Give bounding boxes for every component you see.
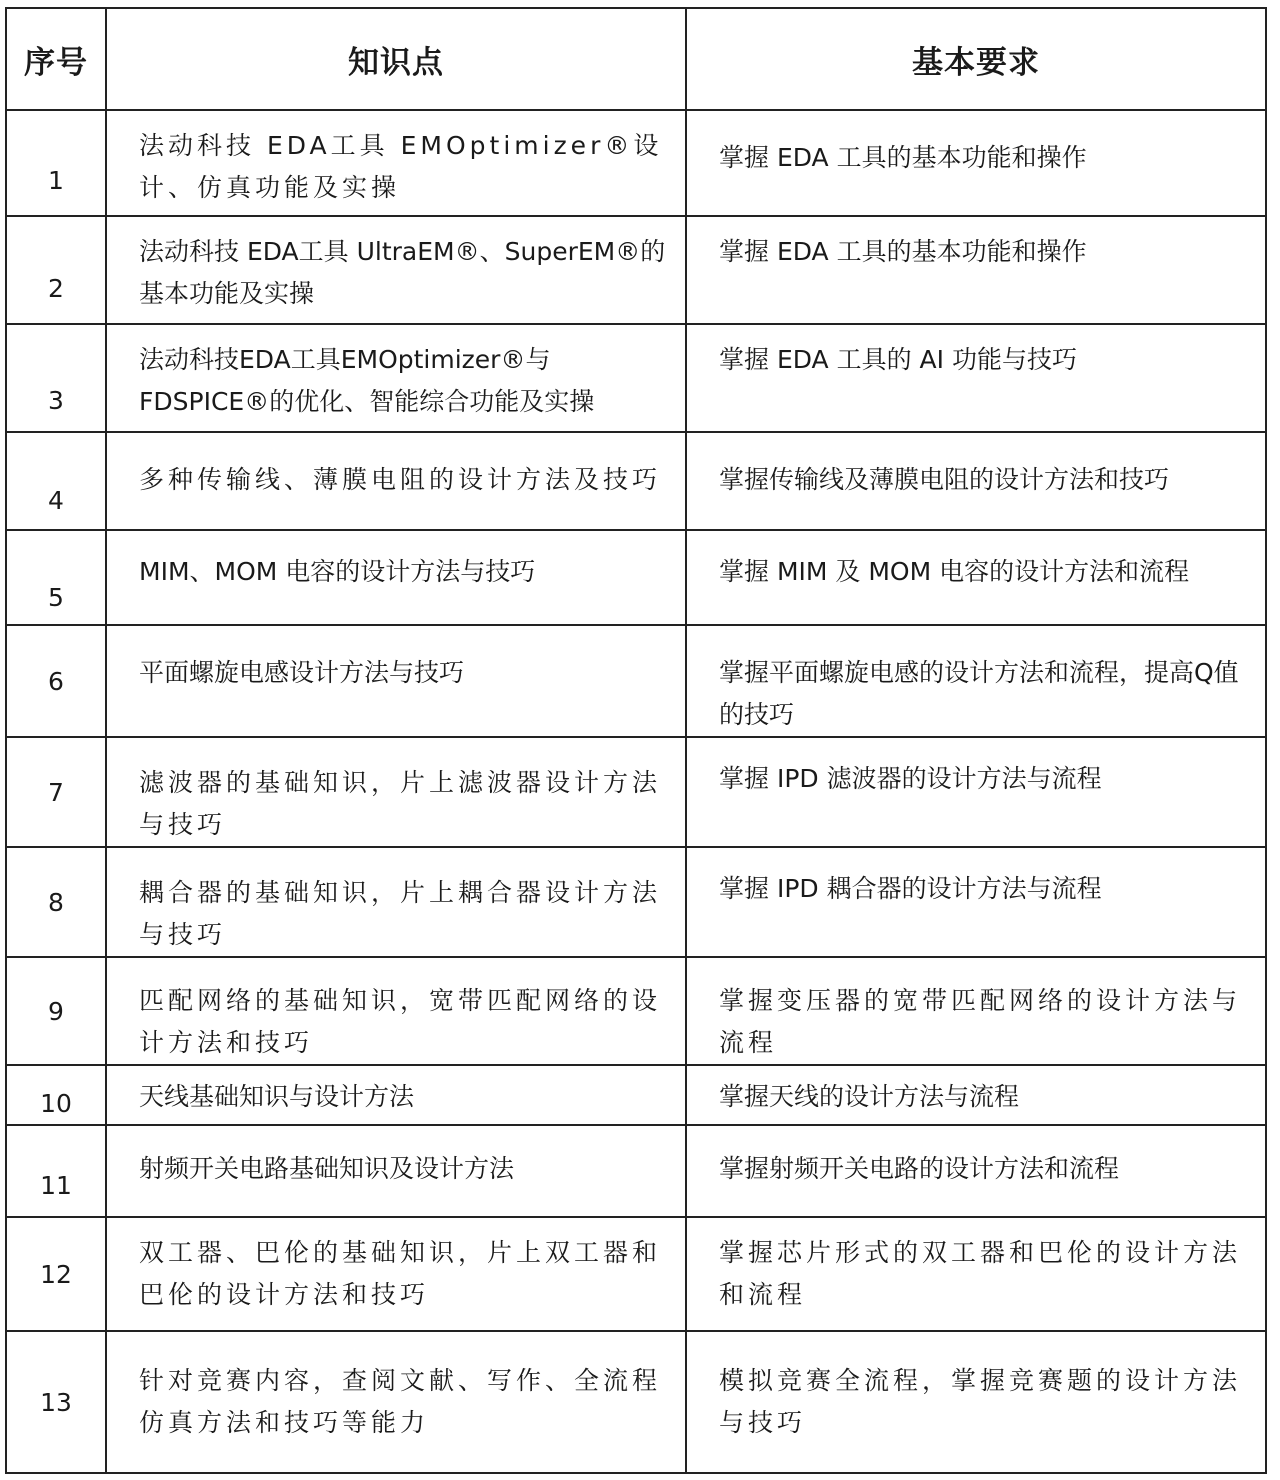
table-row [6, 110, 1266, 216]
row-knowledge: 射频开关电路基础知识及设计方法 [106, 1125, 686, 1217]
table-row [6, 847, 1266, 957]
row-index: 6 [6, 625, 106, 737]
row-knowledge: 法动科技 EDA工具 EMOptimizer®设计、仿真功能及实操 [106, 110, 686, 216]
table-row [6, 1331, 1266, 1473]
row-requirement: 掌握平面螺旋电感的设计方法和流程，提高Q值的技巧 [686, 625, 1266, 737]
table-row [6, 432, 1266, 530]
row-index: 8 [6, 847, 106, 957]
page-container [5, 7, 1265, 1474]
row-requirement: 模拟竞赛全流程，掌握竞赛题的设计方法与技巧 [686, 1331, 1266, 1473]
row-requirement: 掌握 IPD 耦合器的设计方法与流程 [686, 847, 1266, 957]
table-row [6, 957, 1266, 1065]
table-row [6, 1125, 1266, 1217]
row-index: 3 [6, 324, 106, 432]
row-requirement: 掌握传输线及薄膜电阻的设计方法和技巧 [686, 432, 1266, 530]
row-index: 4 [6, 432, 106, 530]
header-index: 序号 [6, 8, 106, 110]
table-row [6, 737, 1266, 847]
row-requirement: 掌握 MIM 及 MOM 电容的设计方法和流程 [686, 530, 1266, 625]
row-requirement: 掌握 IPD 滤波器的设计方法与流程 [686, 737, 1266, 847]
row-index: 13 [6, 1331, 106, 1473]
row-index: 12 [6, 1217, 106, 1331]
row-knowledge: 天线基础知识与设计方法 [106, 1065, 686, 1125]
table-row [6, 216, 1266, 324]
row-knowledge: MIM、MOM 电容的设计方法与技巧 [106, 530, 686, 625]
row-knowledge: 耦合器的基础知识，片上耦合器设计方法与技巧 [106, 847, 686, 957]
table-row [6, 1065, 1266, 1125]
row-requirement: 掌握 EDA 工具的 AI 功能与技巧 [686, 324, 1266, 432]
table-body [6, 110, 1266, 1473]
header-row [6, 8, 1266, 110]
row-knowledge: 滤波器的基础知识，片上滤波器设计方法与技巧 [106, 737, 686, 847]
row-knowledge: 匹配网络的基础知识，宽带匹配网络的设计方法和技巧 [106, 957, 686, 1065]
table-row [6, 1217, 1266, 1331]
row-index: 9 [6, 957, 106, 1065]
row-knowledge: 多种传输线、薄膜电阻的设计方法及技巧 [106, 432, 686, 530]
header-requirement: 基本要求 [686, 8, 1266, 110]
row-index: 1 [6, 110, 106, 216]
curriculum-table [5, 7, 1267, 1474]
row-index: 7 [6, 737, 106, 847]
row-requirement: 掌握 EDA 工具的基本功能和操作 [686, 216, 1266, 324]
table-header [6, 8, 1266, 110]
row-index: 10 [6, 1065, 106, 1125]
row-index: 2 [6, 216, 106, 324]
row-index: 11 [6, 1125, 106, 1217]
row-requirement: 掌握芯片形式的双工器和巴伦的设计方法和流程 [686, 1217, 1266, 1331]
row-requirement: 掌握射频开关电路的设计方法和流程 [686, 1125, 1266, 1217]
table-row [6, 324, 1266, 432]
table-row [6, 530, 1266, 625]
row-knowledge: 双工器、巴伦的基础知识，片上双工器和巴伦的设计方法和技巧 [106, 1217, 686, 1331]
row-knowledge: 法动科技EDA工具EMOptimizer®与FDSPICE®的优化、智能综合功能及实操 [106, 324, 686, 432]
table-row [6, 625, 1266, 737]
row-requirement: 掌握变压器的宽带匹配网络的设计方法与流程 [686, 957, 1266, 1065]
header-knowledge: 知识点 [106, 8, 686, 110]
row-knowledge: 针对竞赛内容，查阅文献、写作、全流程仿真方法和技巧等能力 [106, 1331, 686, 1473]
row-index: 5 [6, 530, 106, 625]
row-knowledge: 法动科技 EDA工具 UltraEM®、SuperEM®的基本功能及实操 [106, 216, 686, 324]
row-requirement: 掌握天线的设计方法与流程 [686, 1065, 1266, 1125]
row-requirement: 掌握 EDA 工具的基本功能和操作 [686, 110, 1266, 216]
row-knowledge: 平面螺旋电感设计方法与技巧 [106, 625, 686, 737]
